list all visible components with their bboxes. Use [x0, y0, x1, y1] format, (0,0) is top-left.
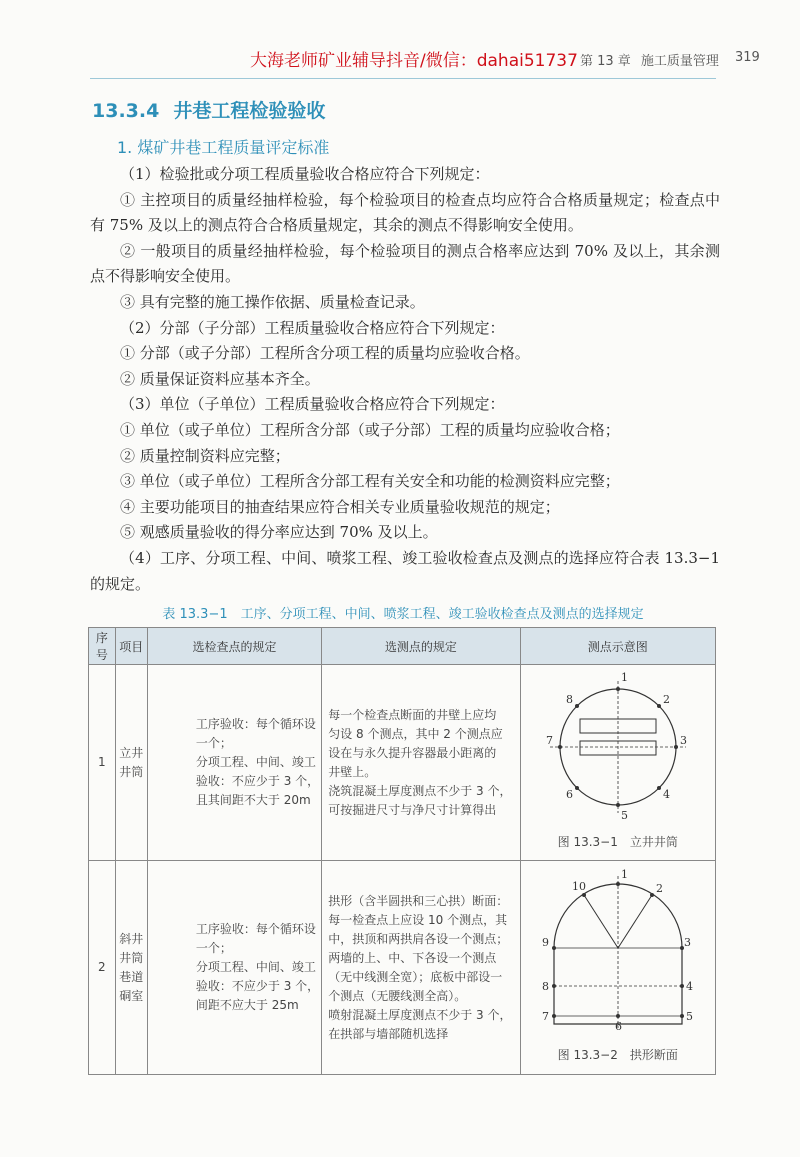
point-label: 4 — [662, 788, 670, 801]
table-header-row — [89, 628, 716, 665]
table-row — [89, 861, 716, 1075]
rule-line: 工序验收：每个循环设 — [195, 922, 316, 936]
header-cell: 序号 — [89, 628, 116, 665]
rule-line: 验收：不应少于 3 个， — [195, 979, 320, 993]
figure-caption: 图 13.3−1 立井井筒 — [557, 835, 678, 849]
point-marker — [674, 745, 678, 749]
rule-line: 验收：不应少于 3 个， — [195, 774, 320, 788]
arch-diagram — [528, 868, 708, 1038]
item-line: 井筒 — [119, 950, 144, 965]
rule-line: 分项工程、中间、竣工 — [195, 960, 316, 974]
figure-cell — [520, 861, 715, 1075]
rule-line: 一个； — [195, 736, 232, 750]
point-label: 7 — [545, 734, 553, 747]
point-marker — [575, 786, 579, 790]
point-label: 5 — [685, 1010, 693, 1023]
section-number: 13.3.4 — [92, 100, 160, 122]
paragraph: （1）检验批或分项工程质量验收合格应符合下列规定： — [120, 165, 490, 183]
point-label: 2 — [655, 882, 663, 895]
point-marker — [657, 704, 661, 708]
point-marker — [680, 984, 684, 988]
header-cell: 选测点的规定 — [322, 628, 520, 665]
point-label: 4 — [685, 980, 693, 993]
point-marker — [657, 786, 661, 790]
paragraph: （2）分部（子分部）工程质量验收合格应符合下列规定： — [120, 318, 505, 337]
point-label: 9 — [541, 936, 549, 949]
rule-line: 可按掘进尺寸与净尺寸计算得出 — [328, 802, 497, 817]
point-label: 3 — [679, 734, 687, 747]
paragraph: ② 质量保证资料应基本齐全。 — [120, 369, 320, 388]
rule-line: 间距不应大于 25m — [195, 998, 299, 1012]
item-cell — [115, 665, 147, 861]
point-label: 1 — [620, 868, 628, 881]
figure-caption: 图 13.3−2 拱形断面 — [557, 1048, 678, 1062]
point-label: 2 — [662, 693, 670, 706]
paragraph: ① 主控项目的质量经抽样检验，每个检验项目的检查点均应符合合格质量规定；检查点中有 75% 及以上的测点符合合格质量规定，其余的测点不得影响安全使用。 — [90, 190, 720, 235]
rule-line: （无中线测全宽）；底板中部设一 — [328, 969, 503, 984]
rule-line: 分项工程、中间、竣工 — [195, 755, 316, 769]
point-labels — [542, 868, 693, 1033]
point-marker — [582, 893, 586, 897]
item-line: 硐室 — [119, 988, 144, 1003]
rule-line: 浇筑混凝土厚度测点不少于 3 个， — [328, 783, 512, 798]
paragraph: ③ 具有完整的施工操作依据、质量检查记录。 — [120, 292, 425, 311]
paragraph: ④ 主要功能项目的抽查结果应符合相关专业质量验收规范的规定； — [120, 497, 560, 516]
chapter-title: 施工质量管理 — [640, 54, 719, 69]
paragraph: ⑤ 观感质量验收的得分率应达到 70% 及以上。 — [120, 523, 438, 542]
rule-line: 工序验收：每个循环设 — [195, 717, 316, 731]
rule-line: 每一个检查点断面的井壁上应均 — [328, 707, 497, 722]
point-label: 1 — [620, 671, 628, 684]
rule-line: 两墙的上、中、下各设一个测点 — [328, 950, 497, 965]
paragraph: ② 一般项目的质量经抽样检验，每个检验项目的测点合格率应达到 70% 及以上，其余测点不得影响安全使用。 — [90, 241, 720, 286]
header-cell: 测点示意图 — [520, 628, 715, 665]
item-cell — [115, 861, 147, 1075]
watermark: 大海老师矿业辅导抖音/微信：dahai51737 — [250, 51, 578, 71]
rule-line: 每一检查点上应设 10 个测点，其 — [328, 912, 508, 927]
point-label: 10 — [571, 880, 586, 893]
table-caption: 表 13.3−1 工序、分项工程、中间、喷浆工程、竣工验收检查点及测点的选择规定 — [162, 607, 644, 622]
shaft-diagram — [528, 671, 708, 823]
point-label: 3 — [683, 936, 691, 949]
point-marker — [552, 984, 556, 988]
chapter-label — [580, 50, 729, 69]
chapter-number: 第 13 章 — [580, 54, 631, 69]
point-label: 8 — [565, 693, 573, 706]
point-label: 6 — [565, 788, 573, 801]
page-number: 319 — [735, 50, 760, 65]
rule-line: 井壁上。 — [328, 764, 377, 779]
item-line: 井筒 — [119, 764, 144, 779]
rule-line: 中，拱顶和两拱肩各设一个测点； — [328, 931, 509, 946]
point-marker — [616, 803, 620, 807]
item-line: 立井 — [119, 745, 144, 760]
rule-line: 个测点（无腰线测全高）。 — [328, 988, 467, 1003]
point-marker — [552, 1014, 556, 1018]
rule-line: 且其间距不大于 20m — [195, 793, 311, 807]
rule-line: 匀设 8 个测点，其中 2 个测点应 — [328, 726, 503, 741]
point-marker — [616, 687, 620, 691]
point-marker — [616, 1014, 620, 1018]
subsection-heading: 1. 煤矿井巷工程质量评定标准 — [117, 138, 330, 157]
row-number: 2 — [89, 861, 116, 1075]
header-cell: 项目 — [115, 628, 147, 665]
rule-line: 拱形（含半圆拱和三心拱）断面： — [328, 893, 509, 908]
paragraph: （4）工序、分项工程、中间、喷浆工程、竣工验收检查点及测点的选择应符合表 13.3−1 的规定。 — [90, 548, 720, 593]
figure-cell — [520, 665, 715, 861]
radius-line-left — [584, 895, 618, 948]
rule-line: 喷射混凝土厚度测点不少于 3 个， — [328, 1007, 512, 1022]
paragraph: ② 质量控制资料应完整； — [120, 446, 290, 465]
point-marker — [650, 893, 654, 897]
point-marker — [575, 704, 579, 708]
rule-line: 在拱部与墙部随机选择 — [328, 1026, 449, 1041]
item-line: 巷道 — [119, 969, 144, 984]
point-marker — [558, 745, 562, 749]
point-label: 5 — [620, 809, 628, 822]
radius-line-right — [618, 895, 652, 948]
paragraph: ③ 单位（或子单位）工程所含分部工程有关安全和功能的检测资料应完整； — [120, 472, 620, 491]
check-rule-cell — [147, 861, 321, 1075]
section-heading — [92, 96, 325, 123]
header-rule — [90, 78, 716, 79]
point-rule-cell — [322, 861, 520, 1075]
point-label: 8 — [541, 980, 549, 993]
section-title: 井巷工程检验验收 — [173, 100, 326, 122]
body-text — [90, 162, 720, 597]
row-number: 1 — [89, 665, 116, 861]
item-line: 斜井 — [119, 931, 144, 946]
check-rule-cell — [147, 665, 321, 861]
point-marker — [616, 882, 620, 886]
point-labels — [546, 671, 687, 822]
rule-line: 设在与永久提升容器最小距离的 — [328, 745, 497, 760]
point-marker — [552, 946, 556, 950]
paragraph: ① 单位（或子单位）工程所含分部（或子分部）工程的质量均应验收合格； — [120, 420, 620, 439]
point-label: 6 — [614, 1020, 622, 1033]
table-row — [89, 665, 716, 861]
paragraph: ① 分部（或子分部）工程所含分项工程的质量均应验收合格。 — [120, 344, 530, 363]
point-rule-cell — [322, 665, 520, 861]
running-header — [60, 44, 760, 74]
rule-line: 一个； — [195, 941, 232, 955]
paragraph: （3）单位（子单位）工程质量验收合格应符合下列规定： — [120, 395, 505, 414]
header-cell: 选检查点的规定 — [147, 628, 321, 665]
point-marker — [680, 1014, 684, 1018]
inspection-table — [88, 627, 716, 1075]
point-label: 7 — [541, 1010, 549, 1023]
